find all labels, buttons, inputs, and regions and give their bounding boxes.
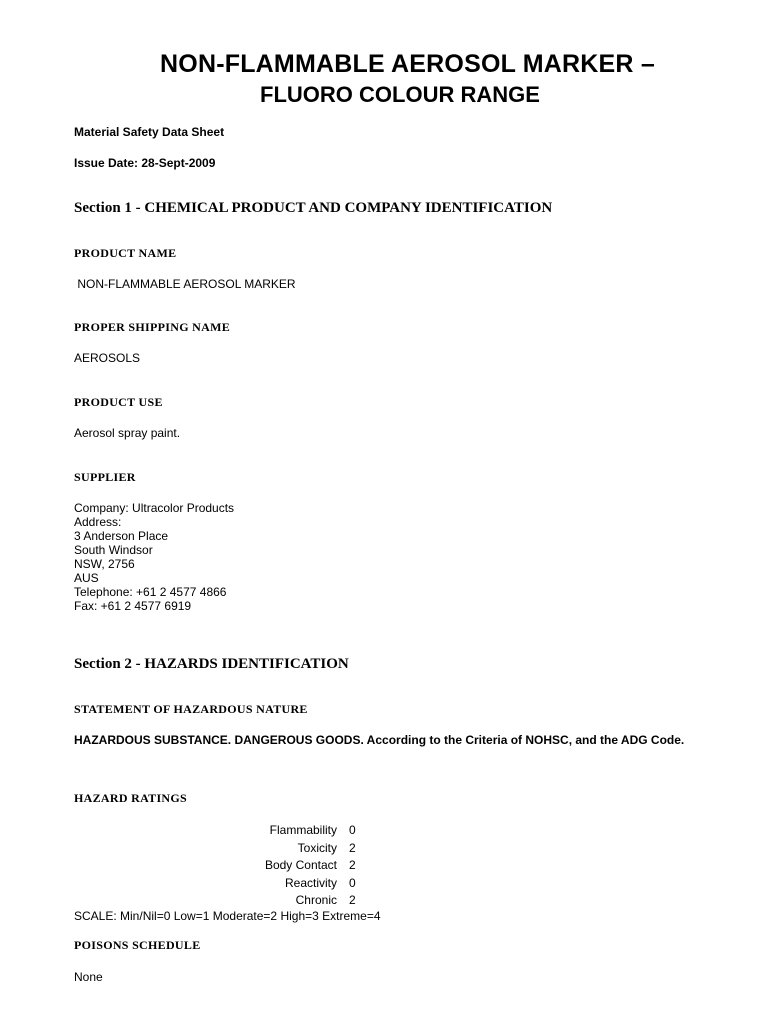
hazard-ratings-table: [180, 822, 379, 910]
section-1-heading: Section 1 - CHEMICAL PRODUCT AND COMPANY IDENTIFICATION: [74, 200, 553, 216]
rating-label: Flammability: [269, 823, 337, 837]
rating-value: 2: [349, 893, 356, 907]
rating-value: 0: [349, 823, 356, 837]
rating-value: 0: [349, 875, 356, 890]
rating-row: [180, 875, 379, 893]
rating-value: 2: [349, 858, 356, 872]
shipping-name-value: AEROSOLS: [74, 351, 141, 365]
shipping-name-label: PROPER SHIPPING NAME: [74, 320, 230, 334]
poisons-schedule-label: POISONS SCHEDULE: [74, 938, 201, 952]
supplier-telephone: Telephone: +61 2 4577 4866: [74, 585, 227, 599]
supplier-street: 3 Anderson Place: [74, 529, 169, 543]
rating-label: Toxicity: [297, 840, 337, 855]
supplier-block: [74, 501, 234, 613]
rating-value: 2: [349, 840, 356, 855]
rating-row: [180, 822, 379, 840]
poisons-schedule-value: None: [74, 970, 103, 984]
supplier-fax: Fax: +61 2 4577 6919: [74, 599, 192, 613]
section-2-heading: Section 2 - HAZARDS IDENTIFICATION: [74, 656, 349, 672]
rating-row: [180, 840, 379, 858]
document-title-line2: FLUORO COLOUR RANGE: [260, 82, 540, 107]
supplier-suburb: South Windsor: [74, 543, 153, 557]
supplier-company: Company: Ultracolor Products: [74, 501, 235, 515]
rating-label: Reactivity: [284, 875, 337, 890]
rating-row: [180, 892, 379, 910]
hazard-statement-label: STATEMENT OF HAZARDOUS NATURE: [74, 702, 308, 716]
product-name-label: PRODUCT NAME: [74, 246, 177, 260]
hazard-scale: SCALE: Min/Nil=0 Low=1 Moderate=2 High=3 Extreme=4: [74, 909, 381, 923]
supplier-address-label: Address:: [74, 515, 122, 529]
product-use-value: Aerosol spray paint.: [74, 426, 181, 440]
document-title-line1: NON-FLAMMABLE AEROSOL MARKER –: [160, 50, 655, 78]
product-use-label: PRODUCT USE: [74, 395, 163, 409]
hazard-statement-value: HAZARDOUS SUBSTANCE. DANGEROUS GOODS. According to the Criteria of NOHSC, and the ADG Code.: [74, 733, 685, 747]
supplier-label: SUPPLIER: [74, 470, 136, 484]
product-name-value: NON-FLAMMABLE AEROSOL MARKER: [74, 277, 296, 291]
rating-label: Chronic: [295, 893, 337, 907]
hazard-ratings-label: HAZARD RATINGS: [74, 791, 187, 805]
rating-label: Body Contact: [264, 858, 337, 872]
issue-date: Issue Date: 28-Sept-2009: [74, 156, 216, 170]
rating-row: [180, 857, 379, 875]
document-type: Material Safety Data Sheet: [74, 125, 225, 139]
supplier-country: AUS: [74, 571, 99, 585]
supplier-state-postcode: NSW, 2756: [74, 557, 135, 571]
